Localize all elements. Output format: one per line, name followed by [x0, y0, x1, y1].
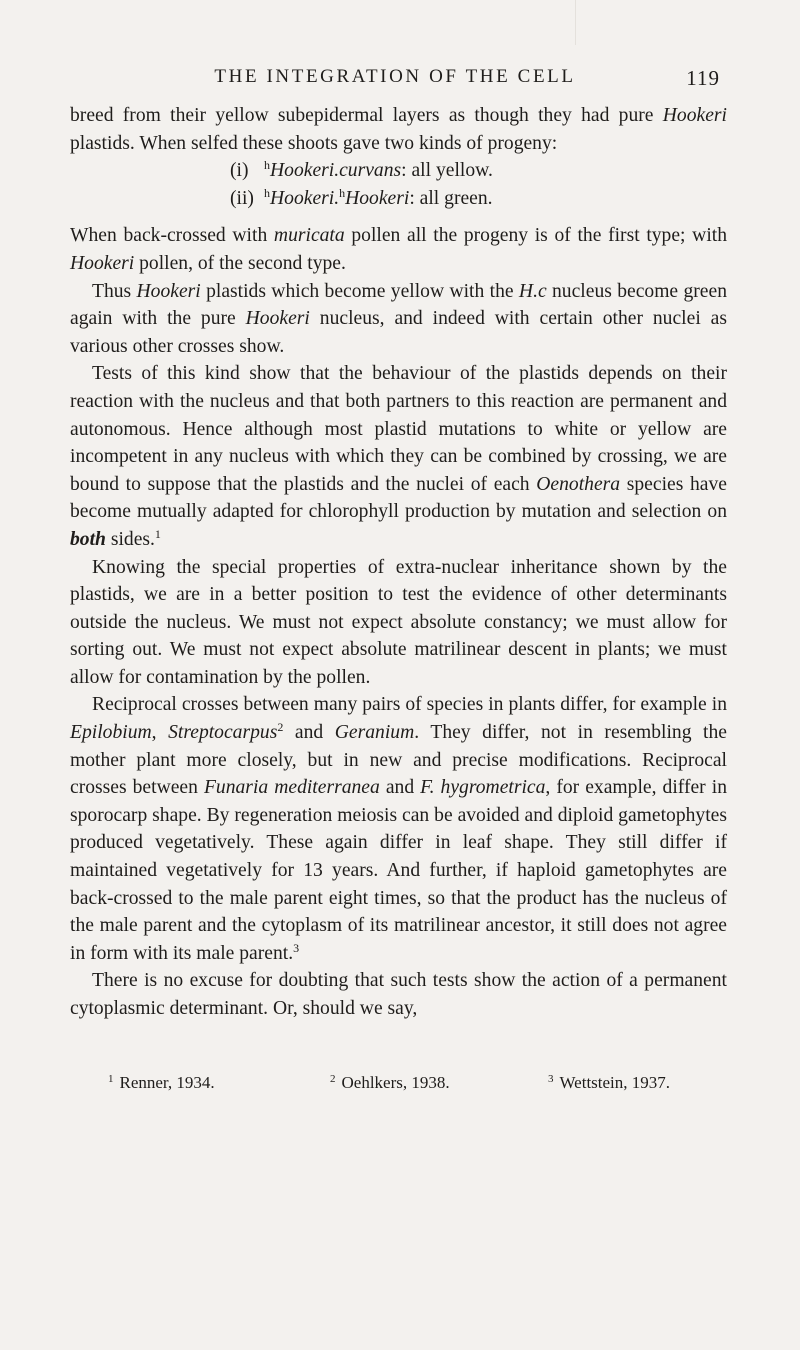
- text-span: Thus: [92, 280, 137, 302]
- text-span: ,: [151, 722, 169, 744]
- text-span: pollen all the progeny is of the first type; with: [344, 225, 728, 247]
- species-name: muricata: [273, 225, 345, 247]
- superscript: h: [339, 185, 346, 200]
- text-span: There is no excuse for doubting that such tests show the action of a permanent cytoplasmic determinant. Or, should we say,: [70, 970, 727, 1019]
- footnote-mark: 1: [108, 1073, 114, 1085]
- list-number: (ii): [230, 187, 254, 209]
- footnote-mark: 3: [548, 1073, 554, 1085]
- text-span: : all green.: [409, 187, 493, 209]
- species-name: Hookeri.: [270, 187, 340, 209]
- species-name: H.c: [518, 280, 547, 302]
- footnote-ref: 1: [154, 526, 161, 541]
- text-span: plastids. When selfed these shoots gave two kinds of progeny:: [70, 132, 558, 154]
- species-name: Epilobium: [70, 722, 152, 744]
- list-item: [230, 157, 727, 185]
- paragraph-7: [70, 967, 727, 1022]
- text-span: Knowing the special properties of extra-nuclear inheritance shown by the plastids, we are in a better position to test the evidence of other determinants outside the nucleus. We must not expect absolute constancy; we must allow for sorting out. We must not expect absolute matrilinear descent in plants; we must allow for contamination by the pollen.: [70, 556, 727, 688]
- footnote-text: Wettstein, 1937.: [559, 1073, 671, 1092]
- footnote-ref: 2: [277, 720, 284, 735]
- superscript: h: [264, 185, 270, 200]
- footnote-text: Renner, 1934.: [119, 1073, 215, 1092]
- footnote: [330, 1073, 450, 1093]
- text-span: nucleus become green again with the pure: [70, 280, 727, 330]
- footnote: [548, 1073, 670, 1093]
- species-name: Hookeri: [136, 280, 201, 302]
- species-name: Geranium: [334, 722, 415, 744]
- text-span: When back-crossed with: [70, 225, 274, 247]
- text-span: sides.: [105, 528, 155, 550]
- progeny-list: [70, 157, 727, 212]
- paragraph-5: [70, 554, 727, 692]
- body-text: [70, 102, 727, 1023]
- species-name: Hookeri.curvans: [270, 160, 402, 182]
- text-span: Tests of this kind show that the behaviour of the plastids depends on their reaction with the nucleus and that both partners to this reaction are permanent and autonomous. Hence although most plastid mutations to white or yellow are incompetent in any nucleus with which they can be combined by crossing, we are bound to suppose that the plastids and the nuclei of each: [70, 363, 727, 495]
- footnote: [108, 1073, 215, 1093]
- emphasis: both: [70, 528, 106, 550]
- paragraph-1: [70, 102, 727, 157]
- species-name: Streptocarpus: [168, 722, 278, 744]
- paragraph-4: [70, 360, 727, 553]
- text-span: . They differ, not in resembling the mother plant more closely, but in new and precise modifications. Reciprocal crosses between: [70, 722, 727, 799]
- text-span: and: [283, 722, 335, 744]
- species-name: Hookeri: [245, 308, 310, 330]
- paragraph-6: [70, 691, 727, 967]
- running-title: THE INTEGRATION OF THE CELL: [214, 66, 576, 87]
- text-span: nucleus, and indeed with certain other nuclei as various other crosses show.: [70, 308, 727, 357]
- footnote-ref: 3: [293, 940, 300, 955]
- text-span: Reciprocal crosses between many pairs of species in plants differ, for example in: [92, 694, 727, 716]
- page-edge-shadow: [575, 0, 576, 45]
- footnote-text: Oehlkers, 1938.: [341, 1073, 450, 1092]
- text-span: : all yellow.: [401, 160, 493, 182]
- text-span: , for example, differ in sporocarp shape. By regeneration meiosis can be avoided and diploid gametophytes produced vegetatively. These again differ in leaf shape. They still differ if maintained vegetatively for 13 years. And further, if haploid gametophytes are back-crossed to the male parent eight times, so that the product has the nucleus of the male parent and the cytoplasm of its matrilinear ancestor, it still does not agree in form with its male parent.: [70, 777, 727, 964]
- species-name: Hookeri: [345, 187, 410, 209]
- list-item: [230, 185, 727, 213]
- text-span: species have become mutually adapted for chlorophyll production by mutation and selection on: [70, 473, 727, 523]
- footnote-mark: 2: [330, 1073, 336, 1085]
- paragraph-2: [70, 222, 727, 277]
- page-header: [70, 66, 720, 96]
- text-span: pollen, of the second type.: [134, 252, 346, 274]
- text-span: breed from their yellow subepidermal layers as though they had pure: [70, 105, 663, 126]
- text-span: plastids which become yellow with the: [200, 280, 519, 302]
- species-name: Hookeri: [70, 252, 135, 274]
- spacer: [70, 212, 727, 222]
- species-name: Oenothera: [536, 473, 621, 495]
- list-number: (i): [230, 160, 249, 182]
- species-name: Funaria mediterranea: [203, 777, 380, 799]
- text-span: and: [379, 777, 421, 799]
- superscript: h: [264, 158, 270, 173]
- paragraph-3: [70, 278, 727, 361]
- species-name: F. hygrometrica: [420, 777, 546, 799]
- page-number: 119: [686, 66, 720, 90]
- species-name: Hookeri: [662, 105, 727, 126]
